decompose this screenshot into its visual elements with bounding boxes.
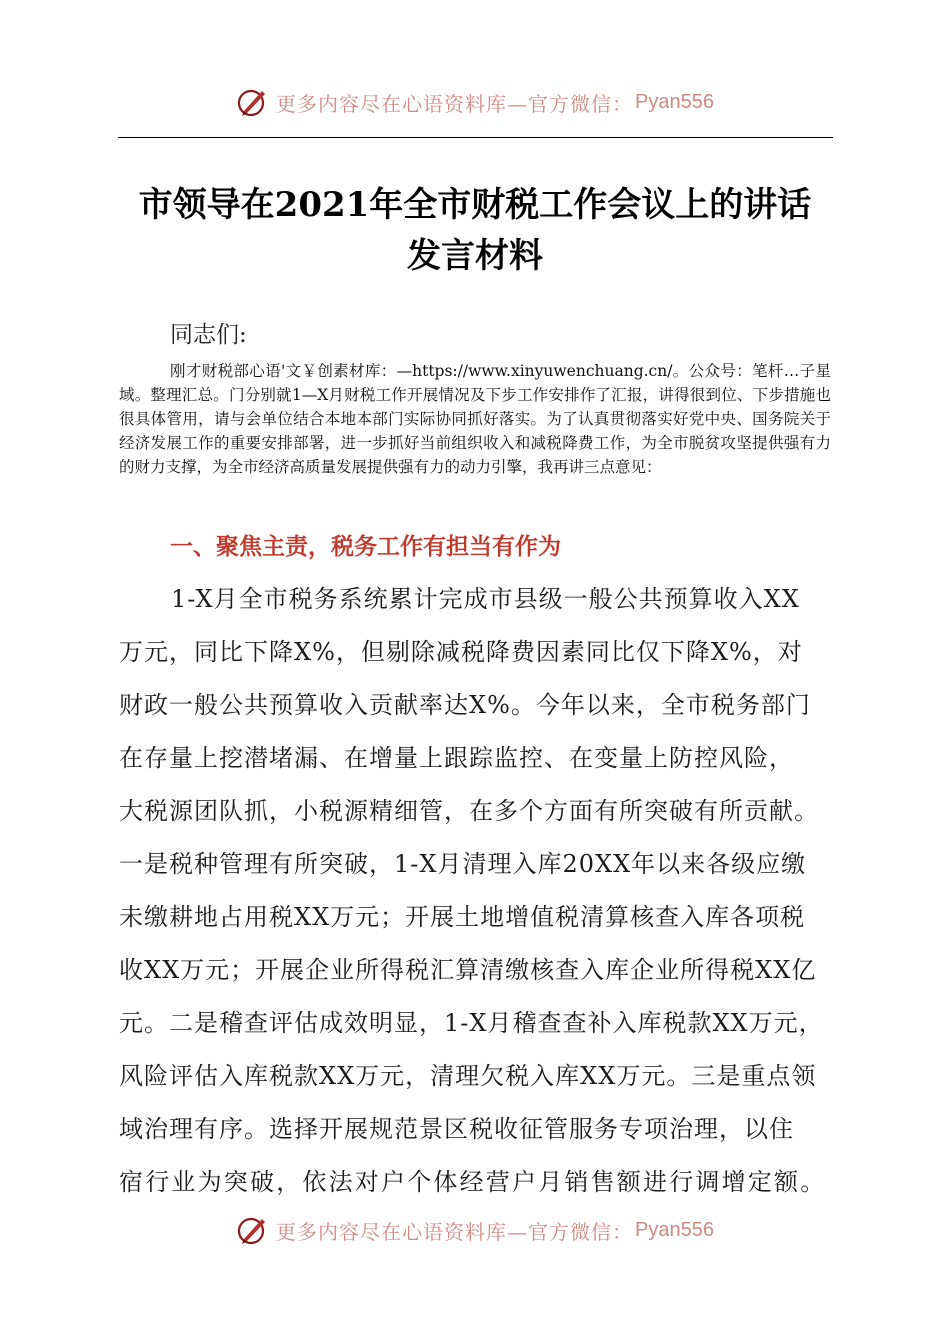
banner-wechat-id: Pyan556 <box>635 90 714 113</box>
banner-wechat-id: Pyan556 <box>635 1218 714 1241</box>
header-banner <box>0 80 950 124</box>
title-line-1: 市领导在2021年全市财税工作会议上的讲话 <box>138 185 812 225</box>
pen-circle-icon <box>236 1213 270 1247</box>
body-line: 收XX万元；开展企业所得税汇算清缴核查入库企业所得税XX亿 <box>119 956 817 984</box>
body-line: 域治理有序。选择开展规范景区税收征管服务专项治理，以住 <box>119 1115 794 1143</box>
body-line: 元。二是稽查评估成效明显，1-X月稽查查补入库税款XX万元， <box>119 1009 824 1037</box>
body-line: 1-X月全市税务系统累计完成市县级一般公共预算收入XX <box>171 585 800 613</box>
pen-circle-icon <box>236 85 270 119</box>
body-line: 宿行业为突破，依法对户个体经营户月销售额进行调增定额。 <box>119 1168 827 1196</box>
footer-banner <box>0 1208 950 1252</box>
section-body <box>119 573 833 1209</box>
banner-text: 更多内容尽在心语资料库—官方微信： <box>276 1219 634 1244</box>
header-divider <box>118 137 833 138</box>
document-title <box>100 180 850 282</box>
section-heading: 一、聚焦主责，税务工作有担当有作为 <box>170 534 561 560</box>
body-line: 未缴耕地占用税XX万元；开展土地增值税清算核查入库各项税 <box>119 903 806 931</box>
body-line: 风险评估入库税款XX万元，清理欠税入库XX万元。三是重点领 <box>119 1062 817 1090</box>
body-line: 财政一般公共预算收入贡献率达X%。今年以来，全市税务部门 <box>119 691 811 719</box>
body-line: 在存量上挖潜堵漏、在增量上跟踪监控、在变量上防控风险， <box>119 744 794 772</box>
intro-paragraph: 刚才财税部心语'文￥创素材库：—https://www.xinyuwenchuang.cn/。公众号：笔杆…子星域。整理汇总。门分别就1—X月财税工作开展情况及下步工作安排作了汇报，讲得很到位、下步措施也很具体管用，请与会单位结合本地本部门实际协同抓好落实。为了认真贯彻落实好党中央、国务院关于经济发展工作的重要安排部署，进一步抓好当前组织收入和减税降费工作，为全市脱贫攻坚提供强有力的财力支撑，为全市经济高质量发展提供强有力的动力引擎，我再讲三点意见： <box>119 362 831 476</box>
body-line: 大税源团队抓，小税源精细管，在多个方面有所突破有所贡献。 <box>119 797 819 825</box>
body-line: 万元，同比下降X%，但剔除减税降费因素同比仅下降X%，对 <box>119 638 803 666</box>
salutation: 同志们: <box>170 322 247 348</box>
banner-text: 更多内容尽在心语资料库—官方微信： <box>276 91 634 116</box>
body-line: 一是税种管理有所突破，1-X月清理入库20XX年以来各级应缴 <box>119 850 807 878</box>
title-line-2: 发言材料 <box>407 236 543 276</box>
